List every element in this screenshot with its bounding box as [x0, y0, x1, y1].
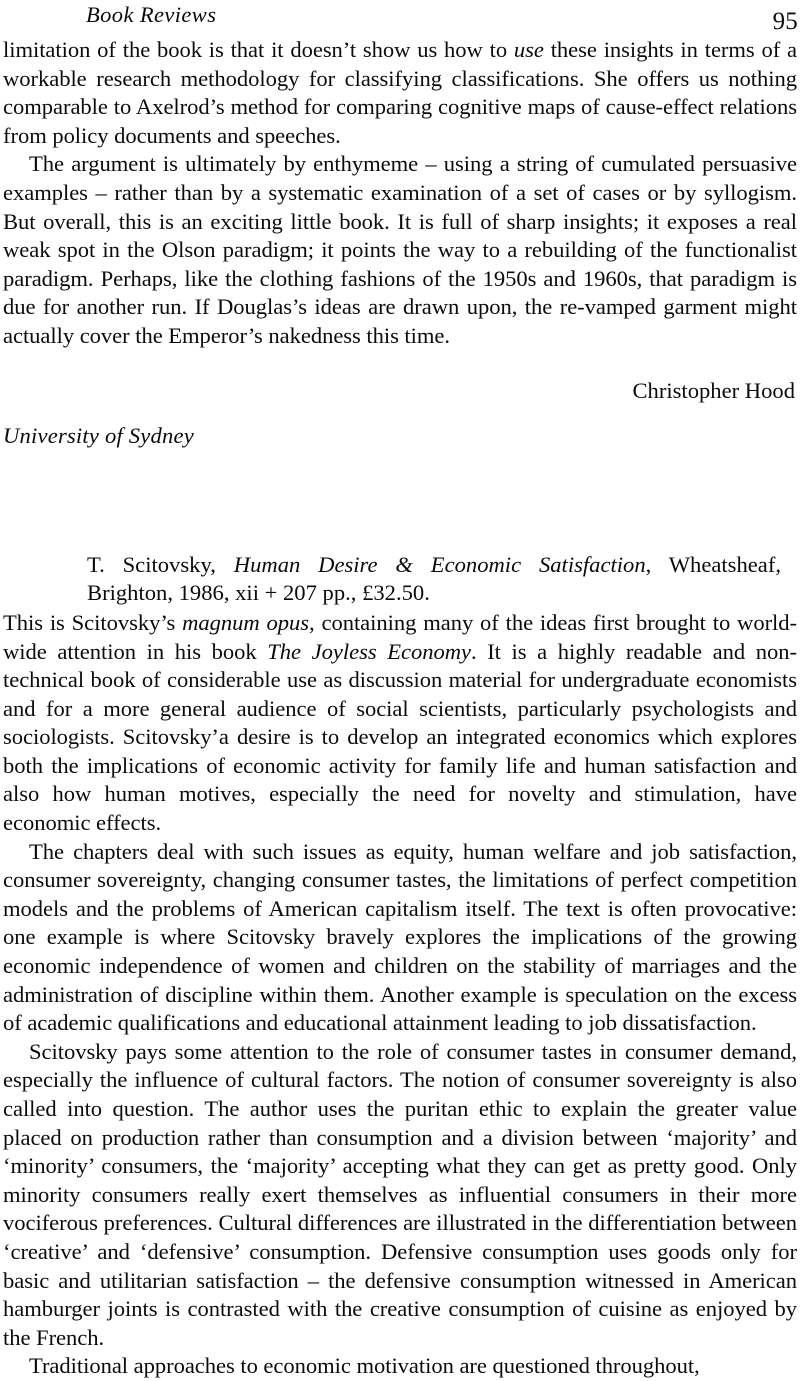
- roman-text: The chapters deal with such issues as equity, human welfare and job satisfaction, consumer sovereignty, changing consumer tastes, the limitations of perfect competition models and the problems of American capitalism itself. The text is often provocative: one example is where Scitovsky bravely explores the implications of the growing economic independence of women and children on the stability of marriages and the administration of discipline within them. Another example is speculation on the excess of academic qualifications and educational attainment leading to job dissatisfaction.: [3, 838, 797, 1036]
- roman-text: limitation of the book is that it doesn’t show us how to: [3, 37, 514, 62]
- citation-title: Human Desire & Economic Satisfaction: [233, 551, 646, 577]
- page-number: 95: [772, 8, 798, 35]
- italic-text: use: [513, 37, 544, 62]
- roman-text: . It is a highly readable and non-technical book of considerable use as discussion material for undergraduate economists and for a more general audience of social scientists, particularly psychologists and sociologists. Scitovsky’a desire is to develop an integrated economics which explores both the implications of economic activity for family life and human satisfaction and also how human motives, especially the need for novelty and stimulation, have economic effects.: [3, 638, 797, 836]
- italic-text: magnum opus: [182, 609, 310, 635]
- book-citation: [3, 451, 797, 608]
- citation-author: T. Scitovsky,: [87, 551, 234, 577]
- paragraph-continuation: [3, 36, 797, 150]
- running-head: [0, 2, 800, 35]
- paragraph: [3, 150, 797, 350]
- reviewer-affiliation: University of Sydney: [3, 423, 194, 449]
- roman-text: these insights in terms of a workable research methodology for classifying classifications. She offers us nothing comparable to Axelrod’s method for comparing cognitive maps of cause-effect relations from policy documents and speeches.: [3, 37, 797, 148]
- roman-text: The argument is ultimately by enthymeme – using a string of cumulated persuasive examples – rather than by a systematic examination of a set of cases or by syllogism. But overall, this is an exciting little book. It is full of sharp insights; it exposes a real weak spot in the Olson paradigm; it points the way to a rebuilding of the functionalist paradigm. Perhaps, like the clothing fashions of the 1950s and 1960s, that paradigm is due for another run. If Douglas’s ideas are drawn upon, the re-vamped garment might actually cover the Emperor’s nakedness this time.: [3, 151, 797, 348]
- paragraph: [3, 1038, 797, 1353]
- roman-text: , containing many of the ideas first brought to world-wide attention in his book: [3, 609, 797, 664]
- paragraph-truncated: [3, 1352, 797, 1381]
- text-block: [3, 36, 797, 1381]
- roman-text: Scitovsky pays some attention to the role of consumer tastes in consumer demand, especially the influence of cultural factors. The notion of consumer sovereignty is also called into question. The author uses the puritan ethic to explain the greater value placed on production rather than consumption and a division between ‘majority’ and ‘minority’ consumers, the ‘majority’ accepting what they can get as pretty good. Only minority consumers really exert themselves as influential consumers in their more vociferous preferences. Cultural differences are illustrated in the differentiation between ‘creative’ and ‘defensive’ consumption. Defensive consumption uses goods only for basic and utilitarian satisfaction – the defensive consumption witnessed in American hamburger joints is contrasted with the creative consumption of cuisine as enjoyed by the French.: [3, 1038, 797, 1350]
- paragraph: [3, 608, 797, 838]
- italic-text: The Joyless Economy: [267, 638, 471, 664]
- citation-publication: , Wheatsheaf, Brighton, 1986, xii + 207 pp., £32.50.: [87, 551, 781, 606]
- paragraph: [3, 838, 797, 1038]
- reviewer-signature: Christopher Hood: [632, 377, 795, 403]
- running-head-title: Book Reviews: [86, 2, 217, 27]
- roman-text: This is Scitovsky’s: [3, 609, 183, 635]
- roman-text: Traditional approaches to economic motivation are questioned throughout,: [29, 1353, 700, 1379]
